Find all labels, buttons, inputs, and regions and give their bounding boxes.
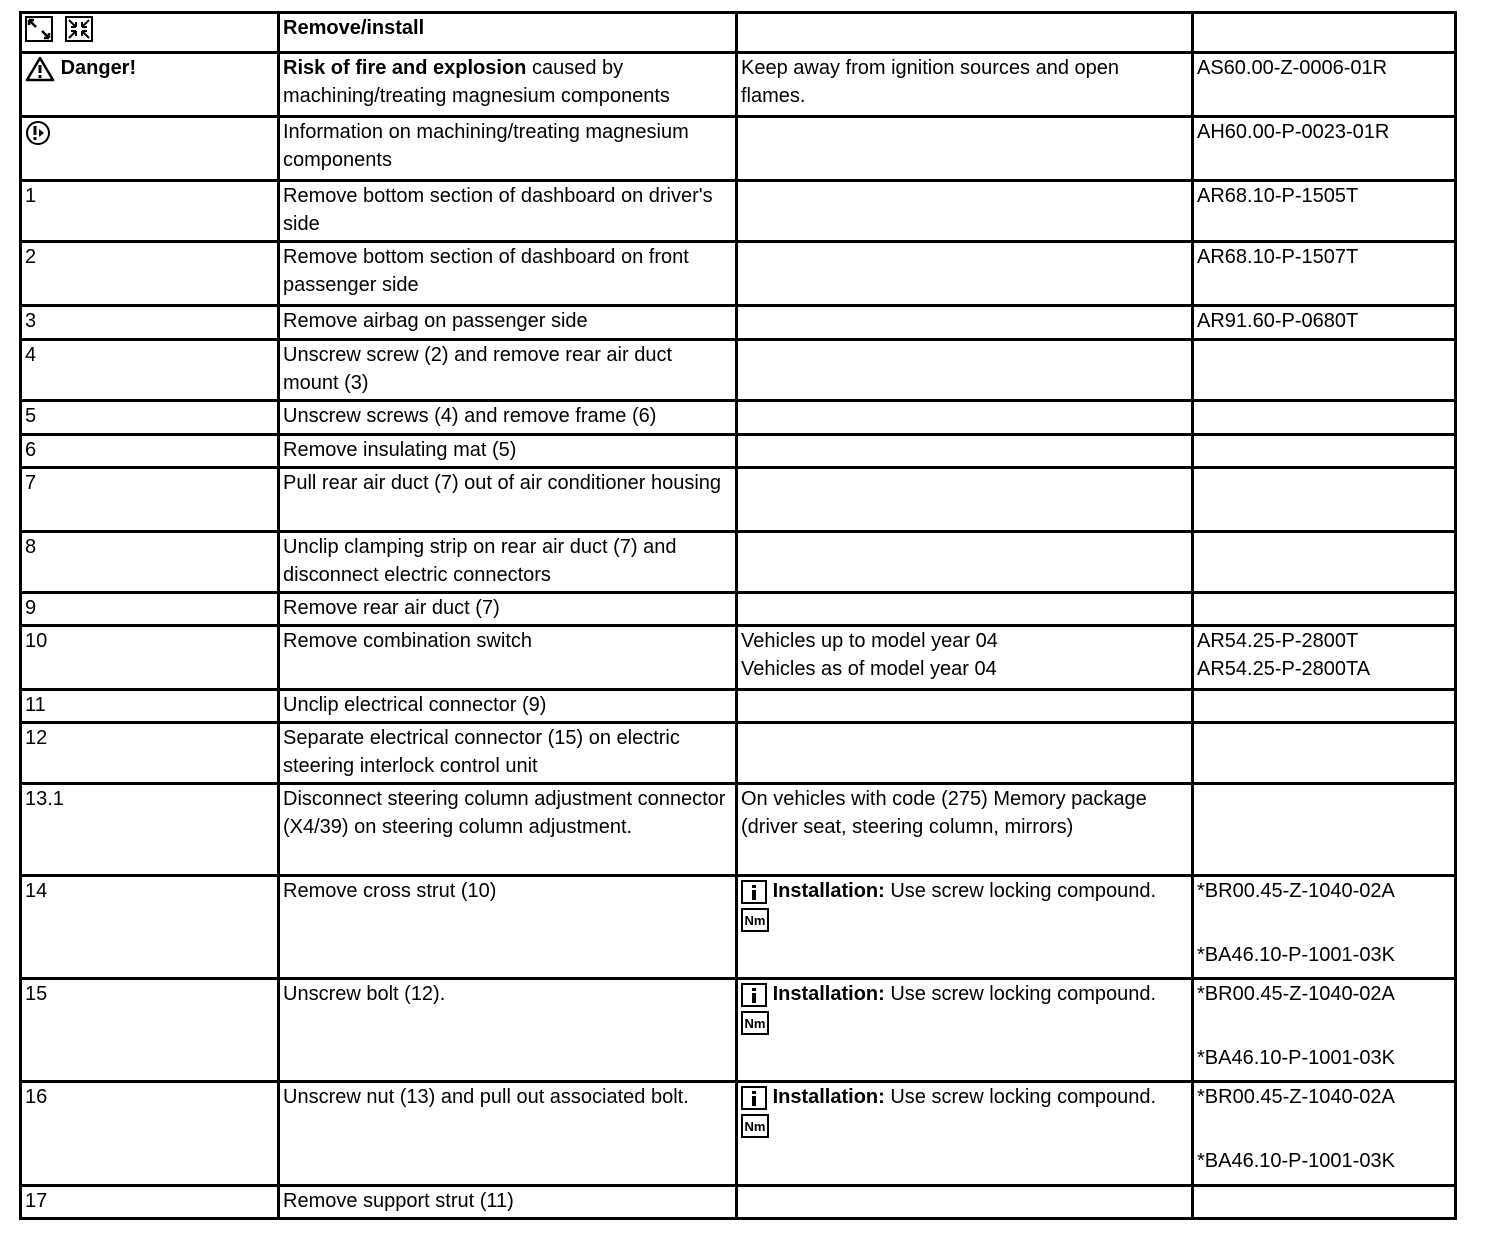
step-number: 3 bbox=[21, 306, 279, 340]
step-number: 15 bbox=[21, 979, 279, 1082]
step-note: Vehicles up to model year 04 bbox=[741, 630, 998, 652]
info-i-icon bbox=[741, 983, 767, 1007]
step-ref[interactable]: *BR00.45-Z-1040-02A bbox=[1197, 1086, 1395, 1108]
step-text: Unscrew bolt (12). bbox=[279, 979, 737, 1082]
step-number: 17 bbox=[21, 1186, 279, 1219]
danger-title: Risk of fire and explosion bbox=[283, 57, 527, 79]
step-text: Unclip electrical connector (9) bbox=[279, 690, 737, 723]
step-text: Remove combination switch bbox=[279, 626, 737, 690]
table-row bbox=[21, 532, 1456, 593]
step-number: 1 bbox=[21, 181, 279, 242]
step-text: Disconnect steering column adjustment connector (X4/39) on steering column adjustment. bbox=[279, 784, 737, 876]
installation-label: Installation: bbox=[772, 983, 885, 1005]
danger-text: caused by machining/treating magnesium components bbox=[283, 57, 670, 107]
danger-note: Keep away from ignition sources and open flames. bbox=[737, 53, 1193, 117]
step-text: Remove rear air duct (7) bbox=[279, 593, 737, 626]
step-ref[interactable]: AR68.10-P-1505T bbox=[1193, 181, 1456, 242]
table-row bbox=[21, 979, 1456, 1082]
step-text: Remove bottom section of dashboard on driver's side bbox=[279, 181, 737, 242]
step-text: Unclip clamping strip on rear air duct (7) and disconnect electric connectors bbox=[279, 532, 737, 593]
step-text: Unscrew screws (4) and remove frame (6) bbox=[279, 401, 737, 435]
table-row bbox=[21, 723, 1456, 784]
table-row bbox=[21, 340, 1456, 401]
step-number: 7 bbox=[21, 468, 279, 532]
torque-nm-icon bbox=[741, 1011, 769, 1035]
step-number: 6 bbox=[21, 435, 279, 468]
step-ref[interactable]: AR91.60-P-0680T bbox=[1193, 306, 1456, 340]
table-row bbox=[21, 468, 1456, 532]
installation-label: Installation: bbox=[772, 880, 885, 902]
table-row bbox=[21, 401, 1456, 435]
installation-text: Use screw locking compound. bbox=[890, 1086, 1157, 1108]
step-number: 14 bbox=[21, 876, 279, 979]
table-row bbox=[21, 876, 1456, 979]
step-ref[interactable]: *BR00.45-Z-1040-02A bbox=[1197, 880, 1395, 902]
step-number: 5 bbox=[21, 401, 279, 435]
step-number: 13.1 bbox=[21, 784, 279, 876]
installation-text: Use screw locking compound. bbox=[890, 983, 1157, 1005]
step-ref[interactable]: AR68.10-P-1507T bbox=[1193, 242, 1456, 306]
table-row bbox=[21, 181, 1456, 242]
step-number: 16 bbox=[21, 1082, 279, 1186]
info-i-icon bbox=[741, 1086, 767, 1110]
info-i-icon bbox=[741, 880, 767, 904]
step-number: 11 bbox=[21, 690, 279, 723]
info-circle-icon bbox=[25, 120, 51, 146]
info-row bbox=[21, 117, 1456, 181]
table-row bbox=[21, 306, 1456, 340]
danger-ref[interactable]: AS60.00-Z-0006-01R bbox=[1193, 53, 1456, 117]
svg-text:Nm: Nm bbox=[744, 912, 766, 928]
step-ref[interactable]: *BA46.10-P-1001-03K bbox=[1197, 1150, 1395, 1172]
torque-nm-icon bbox=[741, 908, 769, 932]
step-text: Remove insulating mat (5) bbox=[279, 435, 737, 468]
expand-icon[interactable] bbox=[25, 16, 53, 42]
header-title: Remove/install bbox=[279, 13, 737, 53]
step-number: 2 bbox=[21, 242, 279, 306]
torque-nm-icon bbox=[741, 1114, 769, 1138]
danger-row bbox=[21, 53, 1456, 117]
step-number: 8 bbox=[21, 532, 279, 593]
table-row bbox=[21, 690, 1456, 723]
step-text: Unscrew nut (13) and pull out associated bolt. bbox=[279, 1082, 737, 1186]
expand-icons-cell bbox=[21, 13, 279, 53]
step-note: Vehicles as of model year 04 bbox=[741, 658, 997, 680]
info-ref[interactable]: AH60.00-P-0023-01R bbox=[1193, 117, 1456, 181]
procedure-table bbox=[19, 11, 1457, 1220]
step-text: Unscrew screw (2) and remove rear air duct mount (3) bbox=[279, 340, 737, 401]
step-text: Remove airbag on passenger side bbox=[279, 306, 737, 340]
step-number: 10 bbox=[21, 626, 279, 690]
table-row bbox=[21, 1186, 1456, 1219]
table-row bbox=[21, 784, 1456, 876]
step-ref[interactable]: *BR00.45-Z-1040-02A bbox=[1197, 983, 1395, 1005]
table-row bbox=[21, 435, 1456, 468]
step-ref[interactable]: *BA46.10-P-1001-03K bbox=[1197, 944, 1395, 966]
header-row bbox=[21, 13, 1456, 53]
table-row bbox=[21, 1082, 1456, 1186]
svg-text:Nm: Nm bbox=[744, 1015, 766, 1031]
table-row bbox=[21, 593, 1456, 626]
step-text: Pull rear air duct (7) out of air conditioner housing bbox=[279, 468, 737, 532]
step-number: 4 bbox=[21, 340, 279, 401]
installation-text: Use screw locking compound. bbox=[890, 880, 1157, 902]
step-ref[interactable]: AR54.25-P-2800T bbox=[1197, 630, 1359, 652]
step-number: 9 bbox=[21, 593, 279, 626]
installation-label: Installation: bbox=[772, 1086, 885, 1108]
danger-label: Danger! bbox=[60, 57, 137, 79]
step-note: On vehicles with code (275) Memory package (driver seat, steering column, mirrors) bbox=[737, 784, 1193, 876]
table-row bbox=[21, 626, 1456, 690]
step-text: Remove bottom section of dashboard on front passenger side bbox=[279, 242, 737, 306]
step-text: Remove cross strut (10) bbox=[279, 876, 737, 979]
collapse-icon[interactable] bbox=[65, 16, 93, 42]
step-ref[interactable]: *BA46.10-P-1001-03K bbox=[1197, 1047, 1395, 1069]
warning-triangle-icon bbox=[25, 56, 55, 82]
step-number: 12 bbox=[21, 723, 279, 784]
table-row bbox=[21, 242, 1456, 306]
step-text: Remove support strut (11) bbox=[279, 1186, 737, 1219]
svg-text:Nm: Nm bbox=[744, 1118, 766, 1134]
step-ref[interactable]: AR54.25-P-2800TA bbox=[1197, 658, 1371, 680]
info-text: Information on machining/treating magnesium components bbox=[279, 117, 737, 181]
step-text: Separate electrical connector (15) on electric steering interlock control unit bbox=[279, 723, 737, 784]
